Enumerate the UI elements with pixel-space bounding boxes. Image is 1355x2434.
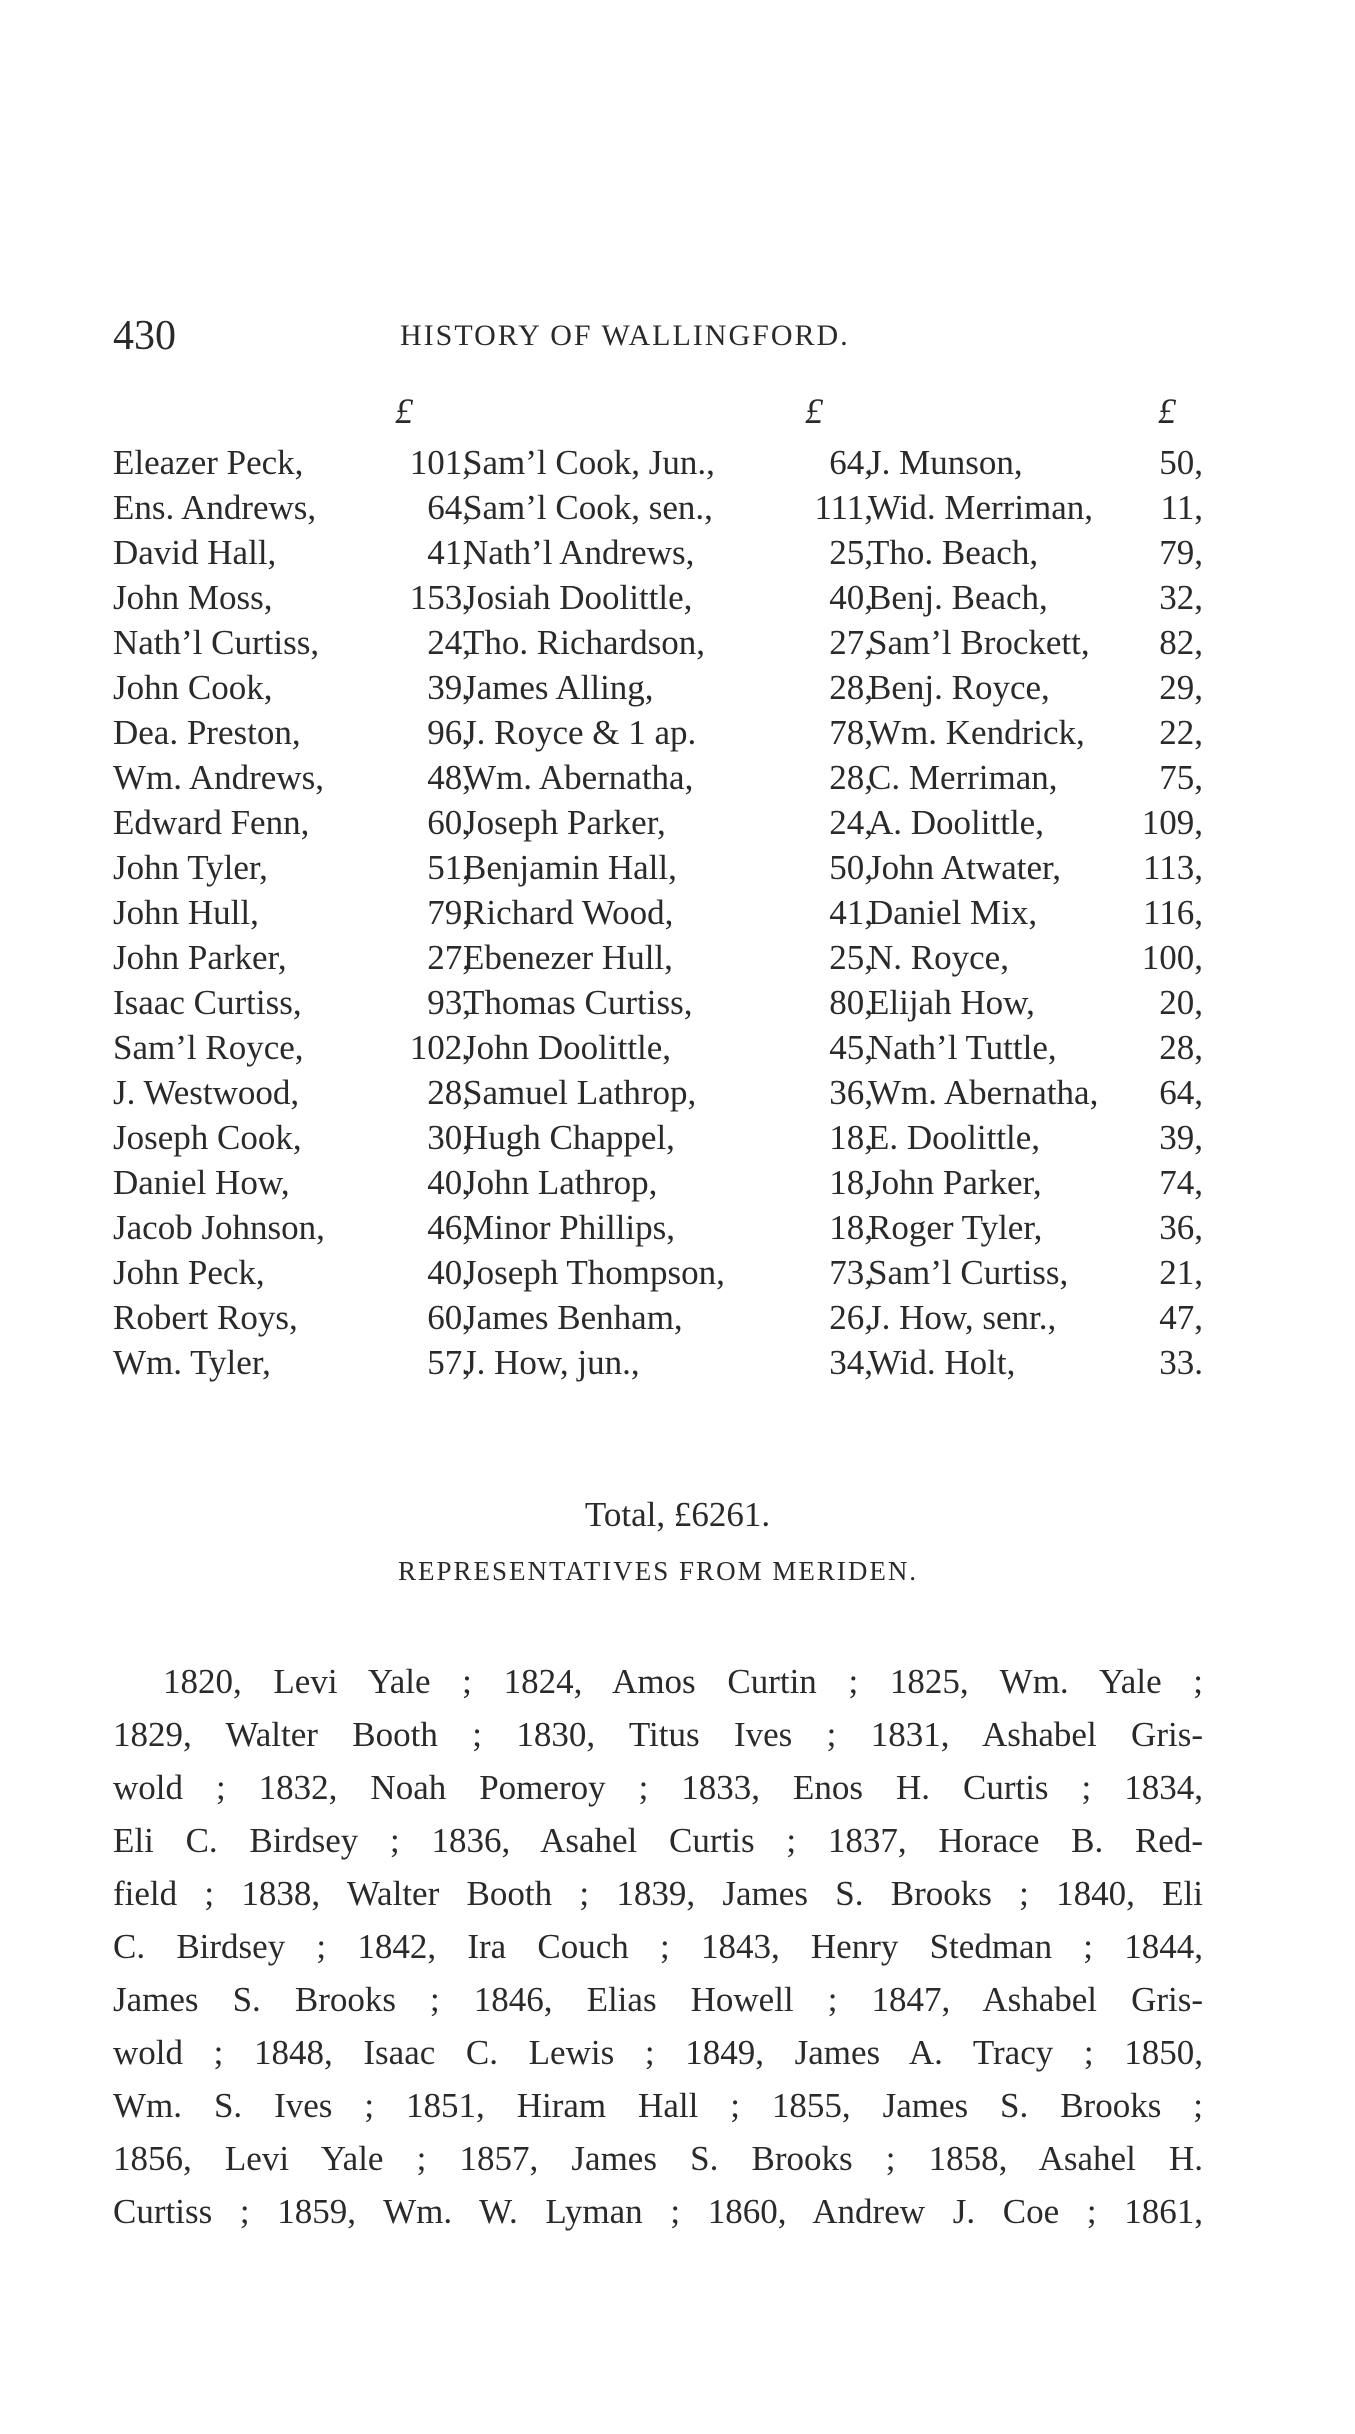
contribution-amount: 82, [1159,623,1203,662]
contribution-amount: 26, [829,1298,873,1337]
contributor-name: Josiah Doolittle, [463,578,693,617]
contributor-name: Eleazer Peck, [113,443,304,482]
contributor-name: Benjamin Hall, [463,848,677,887]
list-row [113,1025,1203,1070]
contribution-amount: 25, [829,938,873,977]
contributor-name: Nath’l Andrews, [463,533,695,572]
contributor-name: Sam’l Brockett, [868,623,1090,662]
contribution-amount: 100, [1141,938,1203,977]
contribution-amount: 74, [1159,1163,1203,1202]
contribution-amount: 153, [409,578,471,617]
contribution-amount: 36, [829,1073,873,1112]
contribution-amount: 20, [1159,983,1203,1022]
contribution-amount: 50, [829,848,873,887]
contributor-name: David Hall, [113,533,277,572]
contributor-name: Thomas Curtiss, [463,983,693,1022]
contributor-name: Wm. Abernatha, [463,758,694,797]
contribution-amount: 29, [1159,668,1203,707]
paragraph-line: 1820, Levi Yale ; 1824, Amos Curtin ; 1825, Wm. Yale ; [163,1662,1203,1701]
contributor-name: John Tyler, [113,848,268,887]
contributor-name: Daniel How, [113,1163,290,1202]
contribution-amount: 60, [427,1298,471,1337]
contributor-name: Tho. Richardson, [463,623,706,662]
paragraph-line: Curtiss ; 1859, Wm. W. Lyman ; 1860, Andrew J. Coe ; 1861, [113,2192,1203,2231]
contributor-name: A. Doolittle, [868,803,1044,842]
contribution-amount: 64, [427,488,471,527]
column-2-currency-header: £ [805,391,823,431]
contributor-name: Wm. Tyler, [113,1343,271,1382]
contributor-name: Samuel Lathrop, [463,1073,697,1112]
contribution-amount: 45, [829,1028,873,1067]
contribution-amount: 41, [427,533,471,572]
contribution-amount: 25, [829,533,873,572]
contributor-name: Robert Roys, [113,1298,298,1337]
paragraph-line: wold ; 1848, Isaac C. Lewis ; 1849, James A. Tracy ; 1850, [113,2033,1203,2072]
contributor-name: Hugh Chappel, [463,1118,675,1157]
contribution-amount: 28, [829,668,873,707]
page-number: 430 [113,313,176,359]
list-row [113,845,1203,890]
contributor-name: Nath’l Curtiss, [113,623,320,662]
contribution-amount: 40, [829,578,873,617]
contribution-amount: 22, [1159,713,1203,752]
contributor-name: Joseph Cook, [113,1118,302,1157]
list-row [113,890,1203,935]
list-row [113,1115,1203,1160]
contribution-amount: 79, [427,893,471,932]
contribution-amount: 93, [427,983,471,1022]
section-heading: REPRESENTATIVES FROM MERIDEN. [397,1556,919,1586]
column-1-currency-header: £ [395,391,413,431]
contributor-name: John Cook, [113,668,273,707]
contribution-amount: 101, [409,443,471,482]
contribution-amount: 28, [1159,1028,1203,1067]
contributor-name: Ebenezer Hull, [463,938,673,977]
contribution-amount: 28, [829,758,873,797]
list-row [113,665,1203,710]
contribution-amount: 64, [829,443,873,482]
contributor-name: Dea. Preston, [113,713,301,752]
contributor-name: Edward Fenn, [113,803,310,842]
paragraph-line: Eli C. Birdsey ; 1836, Asahel Curtis ; 1837, Horace B. Red- [113,1821,1203,1860]
contribution-amount: 79, [1159,533,1203,572]
contributor-name: Sam’l Cook, sen., [463,488,713,527]
contribution-amount: 41, [829,893,873,932]
paragraph-line: wold ; 1832, Noah Pomeroy ; 1833, Enos H. Curtis ; 1834, [113,1768,1203,1807]
contributor-name: J. Westwood, [113,1073,300,1112]
contribution-amount: 28, [427,1073,471,1112]
list-row [113,1160,1203,1205]
list-row [113,1340,1203,1385]
contribution-amount: 75, [1159,758,1203,797]
contributor-name: Joseph Thompson, [463,1253,725,1292]
contribution-amount: 34, [829,1343,873,1382]
contributor-name: Daniel Mix, [868,893,1038,932]
contributor-name: Sam’l Royce, [113,1028,304,1067]
list-row [113,620,1203,665]
contributor-name: Wm. Kendrick, [868,713,1085,752]
subscription-list [113,440,1203,1385]
contribution-amount: 40, [427,1163,471,1202]
contributor-name: Wid. Merriman, [868,488,1094,527]
paragraph-line: James S. Brooks ; 1846, Elias Howell ; 1847, Ashabel Gris- [113,1980,1203,2019]
contribution-amount: 30, [427,1118,471,1157]
list-row [113,755,1203,800]
contributor-name: Wid. Holt, [868,1343,1016,1382]
list-row [113,1295,1203,1340]
contribution-amount: 96, [427,713,471,752]
total-line: Total, £6261. [584,1495,771,1534]
paragraph-line: 1829, Walter Booth ; 1830, Titus Ives ; 1831, Ashabel Gris- [113,1715,1203,1754]
contribution-amount: 116, [1143,893,1203,932]
contributor-name: John Atwater, [868,848,1062,887]
list-row [113,710,1203,755]
contributor-name: Benj. Royce, [868,668,1050,707]
contribution-amount: 18, [829,1163,873,1202]
contributor-name: John Moss, [113,578,273,617]
contribution-amount: 32, [1159,578,1203,617]
contributor-name: John Lathrop, [463,1163,658,1202]
list-row [113,530,1203,575]
contribution-amount: 39, [1159,1118,1203,1157]
contributor-name: Isaac Curtiss, [113,983,302,1022]
contributor-name: James Benham, [463,1298,683,1337]
contributor-name: John Doolittle, [463,1028,672,1067]
paragraph-line: 1856, Levi Yale ; 1857, James S. Brooks ; 1858, Asahel H. [113,2139,1203,2178]
list-row [113,1070,1203,1115]
contribution-amount: 47, [1159,1298,1203,1337]
contributor-name: E. Doolittle, [868,1118,1041,1157]
contribution-amount: 24, [829,803,873,842]
list-row [113,485,1203,530]
list-row [113,575,1203,620]
contributor-name: Elijah How, [868,983,1035,1022]
contributor-name: James Alling, [463,668,654,707]
paragraph-line: field ; 1838, Walter Booth ; 1839, James S. Brooks ; 1840, Eli [113,1874,1203,1913]
contributor-name: John Hull, [113,893,259,932]
contribution-amount: 102, [409,1028,471,1067]
list-row [113,440,1203,485]
contributor-name: John Peck, [113,1253,265,1292]
contribution-amount: 80, [829,983,873,1022]
contributor-name: Jacob Johnson, [113,1208,325,1247]
contribution-amount: 64, [1159,1073,1203,1112]
contributor-name: Sam’l Cook, Jun., [463,443,715,482]
running-title: HISTORY OF WALLINGFORD. [400,319,850,352]
list-row [113,800,1203,845]
contribution-amount: 51, [427,848,471,887]
paragraph-line: Wm. S. Ives ; 1851, Hiram Hall ; 1855, James S. Brooks ; [113,2086,1203,2125]
contributor-name: Sam’l Curtiss, [868,1253,1069,1292]
contributor-name: Tho. Beach, [868,533,1039,572]
contributor-name: Joseph Parker, [463,803,666,842]
column-3-currency-header: £ [1158,391,1176,431]
contribution-amount: 46, [427,1208,471,1247]
contribution-amount: 27, [427,938,471,977]
contributor-name: Richard Wood, [463,893,674,932]
contribution-amount: 21, [1159,1253,1203,1292]
contribution-amount: 40, [427,1253,471,1292]
representatives-paragraph [113,1655,1203,2238]
contributor-name: John Parker, [113,938,287,977]
contributor-name: Nath’l Tuttle, [868,1028,1057,1067]
contributor-name: John Parker, [868,1163,1042,1202]
contributor-name: Ens. Andrews, [113,488,317,527]
contribution-amount: 11, [1160,488,1203,527]
contributor-name: Wm. Andrews, [113,758,324,797]
contribution-amount: 73, [829,1253,873,1292]
contribution-amount: 27, [829,623,873,662]
contribution-amount: 18, [829,1118,873,1157]
contribution-amount: 60, [427,803,471,842]
contributor-name: J. How, jun., [463,1343,640,1382]
contribution-amount: 39, [427,668,471,707]
contribution-amount: 109, [1141,803,1203,842]
contribution-amount: 33. [1159,1343,1203,1382]
contribution-amount: 18, [829,1208,873,1247]
list-row [113,1205,1203,1250]
contribution-amount: 57, [427,1343,471,1382]
list-row [113,935,1203,980]
contributor-name: J. Royce & 1 ap. [463,713,697,752]
contribution-amount: 78, [829,713,873,752]
contribution-amount: 50, [1159,443,1203,482]
contribution-amount: 111, [814,488,873,527]
contributor-name: J. How, senr., [868,1298,1057,1337]
contribution-amount: 24, [427,623,471,662]
contributor-name: Minor Phillips, [463,1208,675,1247]
contributor-name: C. Merriman, [868,758,1058,797]
contribution-amount: 113, [1143,848,1203,887]
paragraph-line: C. Birdsey ; 1842, Ira Couch ; 1843, Henry Stedman ; 1844, [113,1927,1203,1966]
contributor-name: J. Munson, [868,443,1023,482]
contributor-name: N. Royce, [868,938,1009,977]
page-header [113,306,1193,366]
list-row [113,1250,1203,1295]
contributor-name: Benj. Beach, [868,578,1048,617]
contribution-amount: 36, [1159,1208,1203,1247]
list-row [113,980,1203,1025]
contributor-name: Wm. Abernatha, [868,1073,1099,1112]
contribution-amount: 48, [427,758,471,797]
contributor-name: Roger Tyler, [868,1208,1043,1247]
